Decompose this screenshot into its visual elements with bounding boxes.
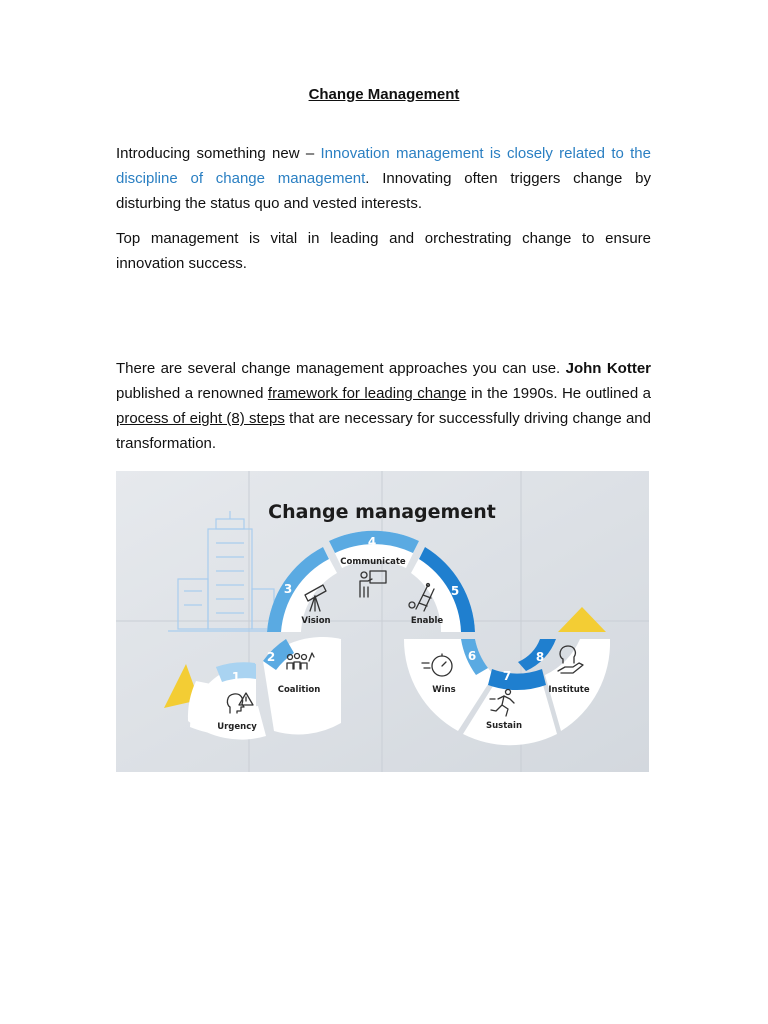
change-management-figure <box>116 471 649 772</box>
top-management-paragraph: Top management is vital in leading and orchestrating change to ensure innovation success. <box>116 230 651 272</box>
page-title: Change Management <box>308 86 460 103</box>
change-management-diagram <box>116 471 649 772</box>
step-5-number: 5 <box>450 584 460 598</box>
step-4-label: Communicate <box>340 557 406 567</box>
innovation-management-link[interactable]: Innovation management is closely related to the discipline of change management <box>116 145 651 187</box>
step-6-number: 6 <box>467 649 477 663</box>
step-8-label: Institute <box>548 685 590 695</box>
intro-paragraph <box>116 141 651 216</box>
kotter-text-1: There are several change management approaches you can use. <box>116 360 566 377</box>
step-6-label: Wins <box>432 685 456 695</box>
step-3-label: Vision <box>301 616 331 626</box>
intro-lead-text: Introducing something new – <box>116 145 321 162</box>
step-5-label: Enable <box>410 616 444 626</box>
kotter-paragraph <box>116 356 651 456</box>
step-1-label: Urgency <box>217 722 257 732</box>
step-8-number: 8 <box>535 650 545 664</box>
step-4-number: 4 <box>367 535 377 549</box>
step-2-label: Coalition <box>277 685 321 695</box>
figure-title: Change management <box>268 501 496 523</box>
step-7-label: Sustain <box>486 721 522 731</box>
step-2-number: 2 <box>266 650 276 664</box>
framework-link[interactable]: framework for leading change <box>267 385 467 402</box>
step-7-number: 7 <box>502 669 512 683</box>
kotter-text-2: published a renowned <box>116 385 268 402</box>
john-kotter-name: John Kotter <box>565 360 651 377</box>
step-1-number: 1 <box>231 670 241 684</box>
kotter-text-3: in the 1990s. He outlined a <box>466 385 651 402</box>
intro-rest-text: . Innovating often triggers change by disturbing the status quo and vested interests. <box>116 170 651 212</box>
eight-steps-link[interactable]: process of eight (8) steps <box>116 410 285 427</box>
step-3-number: 3 <box>283 582 293 596</box>
kotter-text-4: that are necessary for successfully driving change and transformation. <box>116 410 651 452</box>
